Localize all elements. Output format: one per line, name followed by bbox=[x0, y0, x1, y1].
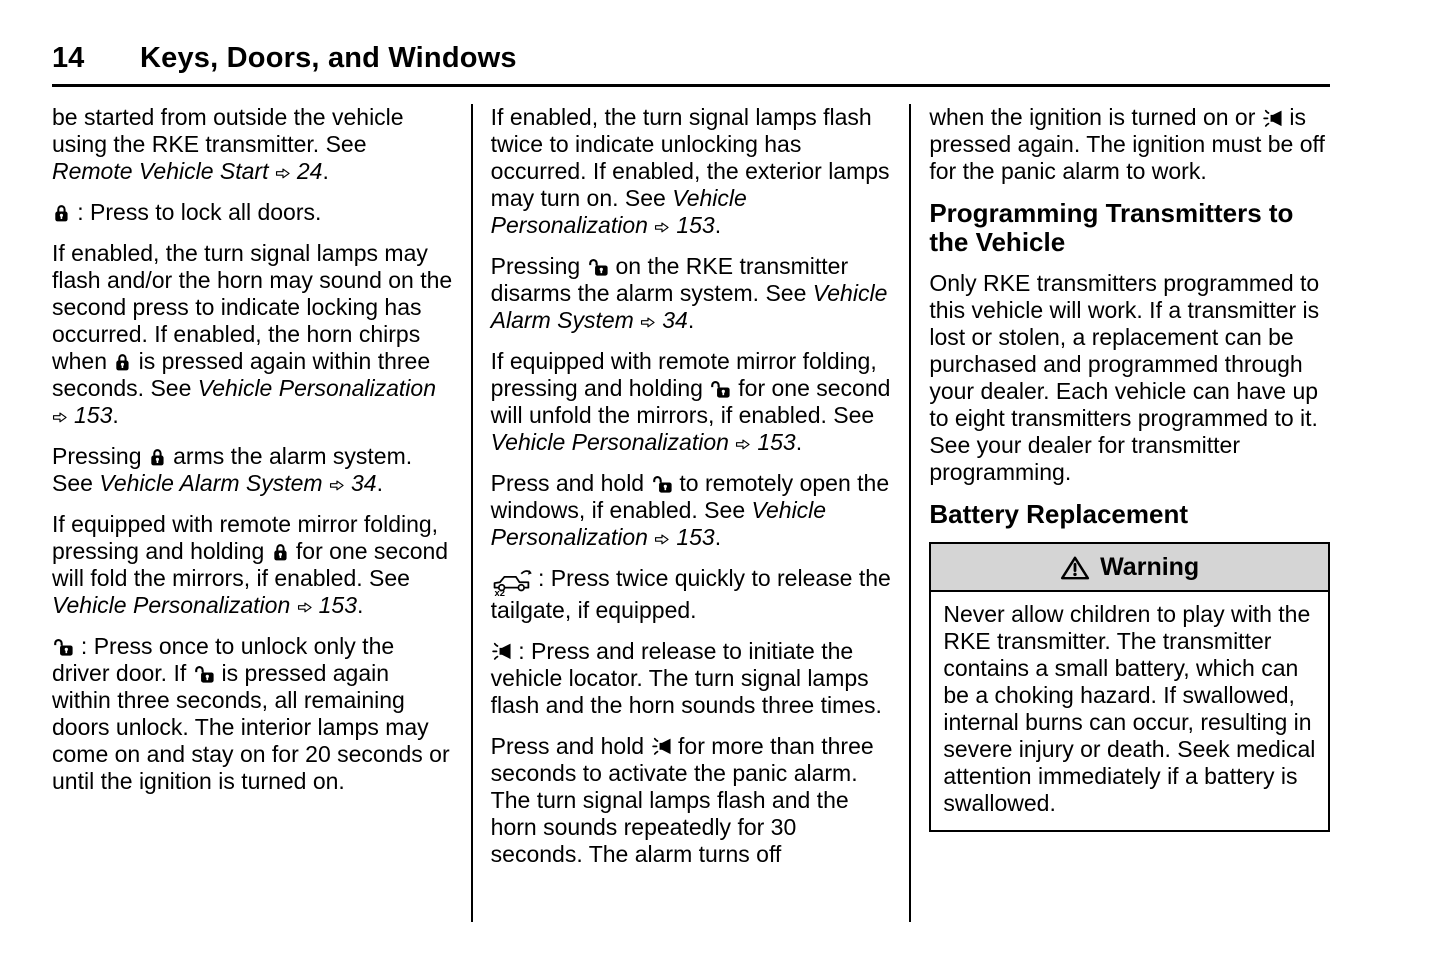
content-columns bbox=[52, 104, 1330, 922]
paragraph: : Press and release to initiate the vehicle locator. The turn signal lamps flash and the horn sounds three times. bbox=[490, 637, 882, 718]
unlock-icon bbox=[709, 379, 732, 399]
paragraph: Pressing arms the alarm system. See Vehicle Alarm System 34. bbox=[52, 443, 413, 496]
cross-reference-arrow-icon bbox=[640, 316, 656, 329]
paragraph: Press and hold to remotely open the windows, if enabled. See Vehicle Personalization 153. bbox=[490, 470, 890, 550]
paragraph: If equipped with remote mirror folding, pressing and holding for one second will fold the mirrors, if enabled. See Vehicle Personalization 153. bbox=[52, 511, 449, 618]
svg-text:x2: x2 bbox=[494, 588, 505, 597]
column-2 bbox=[491, 104, 892, 922]
cross-reference-arrow-icon bbox=[654, 533, 670, 546]
cross-reference-arrow-icon bbox=[329, 479, 345, 492]
vehicle-locator-icon bbox=[491, 641, 512, 662]
paragraph: : Press once to unlock only the driver door. If is pressed again within three seconds, all remaining doors unlock. The interior lamps may come on and stay on for 20 seconds or until the ignition is turned on. bbox=[52, 633, 450, 794]
page-number: 14 bbox=[52, 42, 85, 74]
column-divider-1 bbox=[471, 104, 473, 922]
paragraph: : Press to lock all doors. bbox=[52, 199, 453, 226]
lock-icon bbox=[113, 352, 132, 372]
lock-icon bbox=[52, 203, 71, 223]
paragraph: Only RKE transmitters programmed to this vehicle will work. If a transmitter is lost or stolen, a replacement can be purchased and programmed through your dealer. Each vehicle can have up to eight transmitters programmed to it. See your dealer for transmitter programming. bbox=[929, 270, 1320, 485]
unlock-icon bbox=[193, 664, 216, 684]
unlock-icon bbox=[651, 474, 674, 494]
unlock-icon bbox=[52, 637, 75, 657]
paragraph: If enabled, the turn signal lamps may flash and/or the horn may sound on the second press to indicate locking has occurred. If enabled, the horn chirps when is pressed again within three seconds. See Vehicle Personalization 153. bbox=[52, 240, 453, 428]
warning-box bbox=[929, 542, 1330, 832]
lock-icon bbox=[148, 447, 167, 467]
warning-body: Never allow children to play with the RKE transmitter. The transmitter contains a small battery, which can be a choking hazard. If swallowed, internal burns can occur, resulting in severe injury or death. Seek medical attention immediately if a battery is swallowed. bbox=[943, 601, 1316, 816]
paragraph: be started from outside the vehicle using the RKE transmitter. See Remote Vehicle Start 24. bbox=[52, 104, 404, 184]
vehicle-locator-icon bbox=[1262, 108, 1283, 129]
cross-reference-arrow-icon bbox=[297, 601, 313, 614]
warning-header bbox=[931, 544, 1328, 592]
page-header bbox=[52, 42, 1330, 87]
warning-icon bbox=[1060, 555, 1090, 581]
warning-title: Warning bbox=[1100, 553, 1200, 581]
lock-icon bbox=[271, 542, 290, 562]
paragraph: when the ignition is turned on or is pressed again. The ignition must be off for the panic alarm to work. bbox=[929, 104, 1325, 184]
unlock-icon bbox=[587, 257, 610, 277]
tailgate-release-icon bbox=[491, 568, 532, 597]
column-divider-2 bbox=[909, 104, 911, 922]
paragraph: If enabled, the turn signal lamps flash twice to indicate unlocking has occurred. If enabled, the exterior lamps may turn on. See Vehicle Personalization 153. bbox=[490, 104, 890, 238]
paragraph: x2 : Press twice quickly to release the tailgate, if equipped. bbox=[490, 565, 891, 623]
vehicle-locator-icon bbox=[651, 736, 672, 757]
section-title: Keys, Doors, and Windows bbox=[140, 42, 517, 74]
column-1 bbox=[52, 104, 453, 922]
cross-reference-arrow-icon bbox=[735, 438, 751, 451]
subsection-heading: Programming Transmitters to the Vehicle bbox=[929, 198, 1294, 257]
paragraph: Pressing on the RKE transmitter disarms the alarm system. See Vehicle Alarm System 34. bbox=[490, 253, 888, 333]
paragraph: If equipped with remote mirror folding, pressing and holding for one second will unfold the mirrors, if enabled. See Vehicle Personalization 153. bbox=[490, 348, 891, 455]
cross-reference-arrow-icon bbox=[654, 221, 670, 234]
cross-reference-arrow-icon bbox=[52, 411, 68, 424]
subsection-heading: Battery Replacement bbox=[929, 499, 1188, 529]
paragraph: Press and hold for more than three seconds to activate the panic alarm. The turn signal lamps flash and the horn sounds repeatedly for 30 seconds. The alarm turns off bbox=[490, 732, 874, 867]
cross-reference-arrow-icon bbox=[275, 167, 291, 180]
column-3 bbox=[929, 104, 1330, 922]
